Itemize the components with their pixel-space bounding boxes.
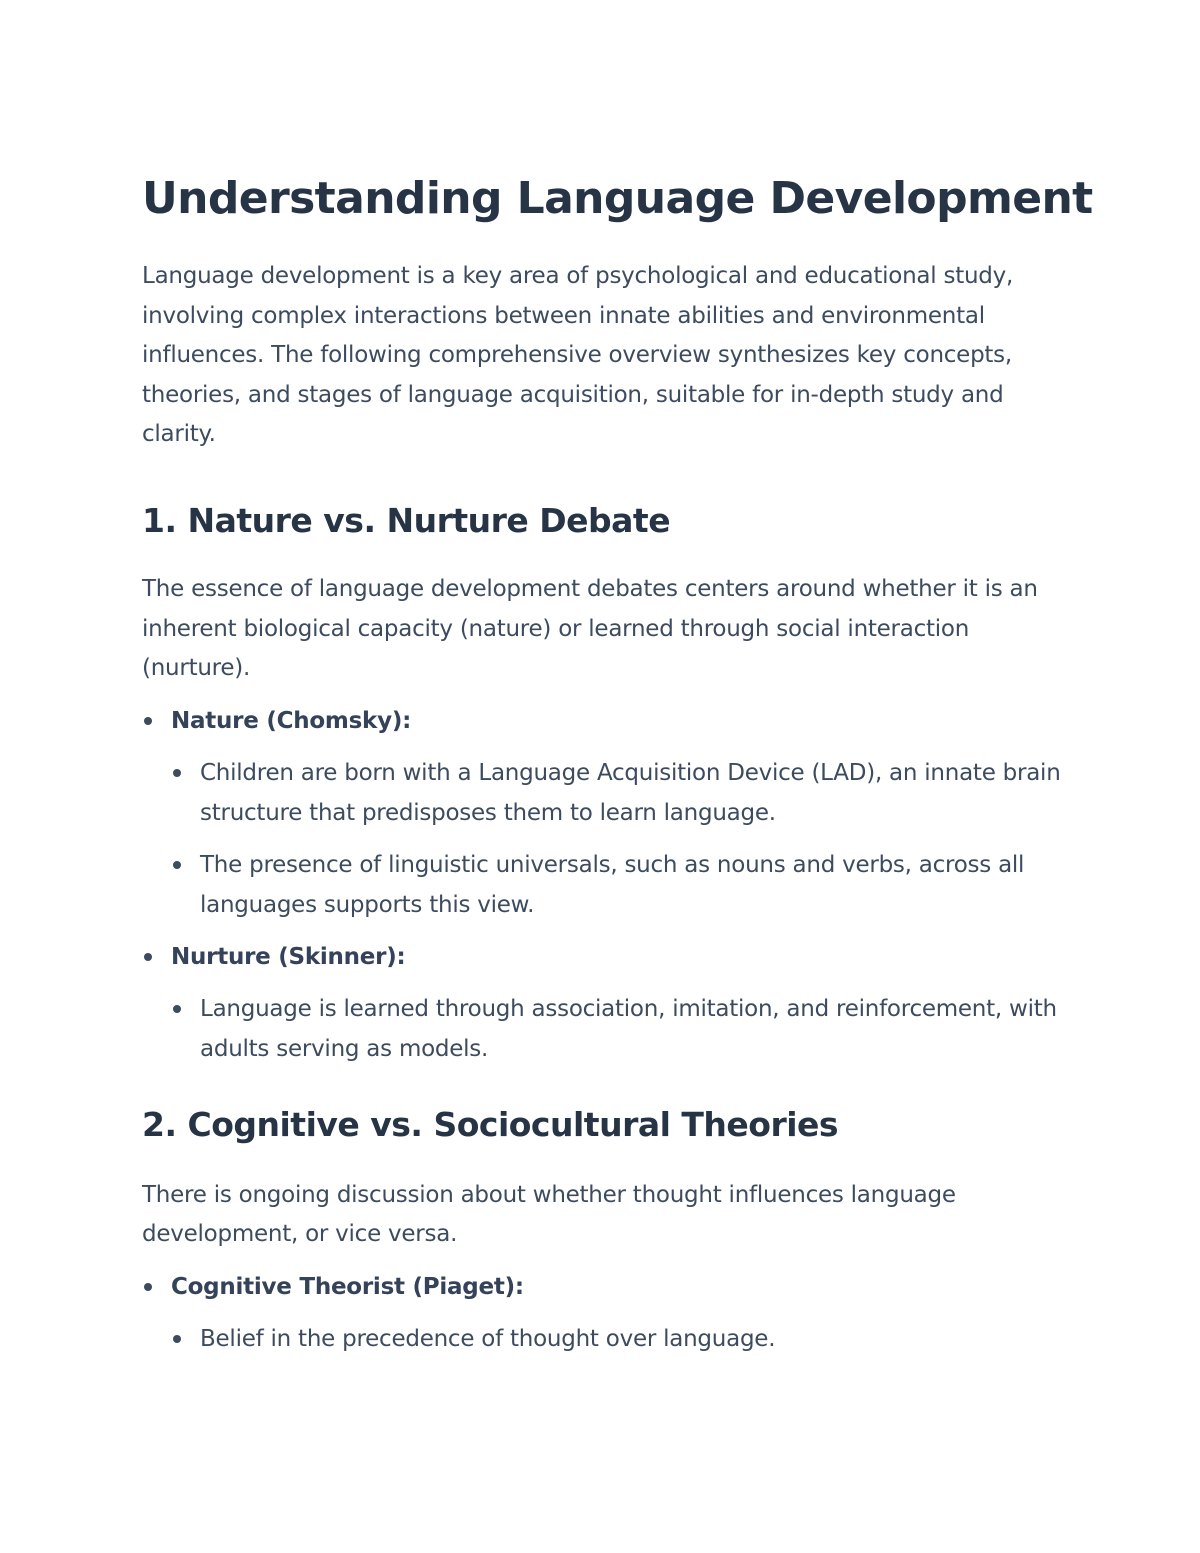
bullet-icon (144, 953, 152, 961)
sub-list-item-text: The presence of linguistic universals, such as nouns and verbs, across all languages supports this view. (200, 851, 1025, 918)
bullet-icon (144, 1283, 152, 1291)
bullet-list-cognitive-sociocultural (142, 1267, 1072, 1359)
section-paragraph-cognitive-sociocultural: There is ongoing discussion about whether thought influences language development, or vice versa. (142, 1181, 956, 1248)
bullet-icon (173, 1335, 181, 1343)
sub-list-item-text: Children are born with a Language Acquisition Device (LAD), an innate brain structure that predisposes them to learn language. (200, 759, 1061, 826)
document-title: Understanding Language Development (142, 173, 1093, 224)
list-item-nurture (142, 937, 1072, 977)
list-item-nature (142, 701, 1072, 741)
document-page (142, 168, 1093, 1359)
intro-paragraph: Language development is a key area of psychological and educational study, involving complex interactions between innate abilities and environmental influences. The following comprehensive overview synthesizes key concepts, theories, and stages of language acquisition, suitable for in-depth study and clarity. (142, 263, 1014, 448)
section-heading-nature-nurture: 1. Nature vs. Nurture Debate (142, 500, 671, 540)
sub-list-item (142, 753, 1072, 833)
sub-list-item-text: Belief in the precedence of thought over language. (200, 1325, 776, 1352)
bullet-icon (144, 717, 152, 725)
list-item-cognitive-theorist (142, 1267, 1072, 1307)
list-item-label: Nurture (Skinner): (171, 943, 406, 970)
section-heading-cognitive-sociocultural: 2. Cognitive vs. Sociocultural Theories (142, 1104, 839, 1144)
bullet-icon (173, 861, 181, 869)
bullet-icon (173, 1005, 181, 1013)
sub-list-item (142, 845, 1072, 925)
list-item-label: Cognitive Theorist (Piaget): (171, 1273, 524, 1300)
bullet-list-nature-nurture (142, 701, 1072, 1069)
bullet-icon (173, 769, 181, 777)
section-paragraph-nature-nurture: The essence of language development debates centers around whether it is an inherent biological capacity (nature) or learned through social interaction (nurture). (142, 575, 1038, 682)
sub-list-item-text: Language is learned through association, imitation, and reinforcement, with adults serving as models. (200, 995, 1057, 1062)
sub-list-item (142, 989, 1072, 1069)
sub-list-item (142, 1319, 1072, 1359)
list-item-label: Nature (Chomsky): (171, 707, 412, 734)
